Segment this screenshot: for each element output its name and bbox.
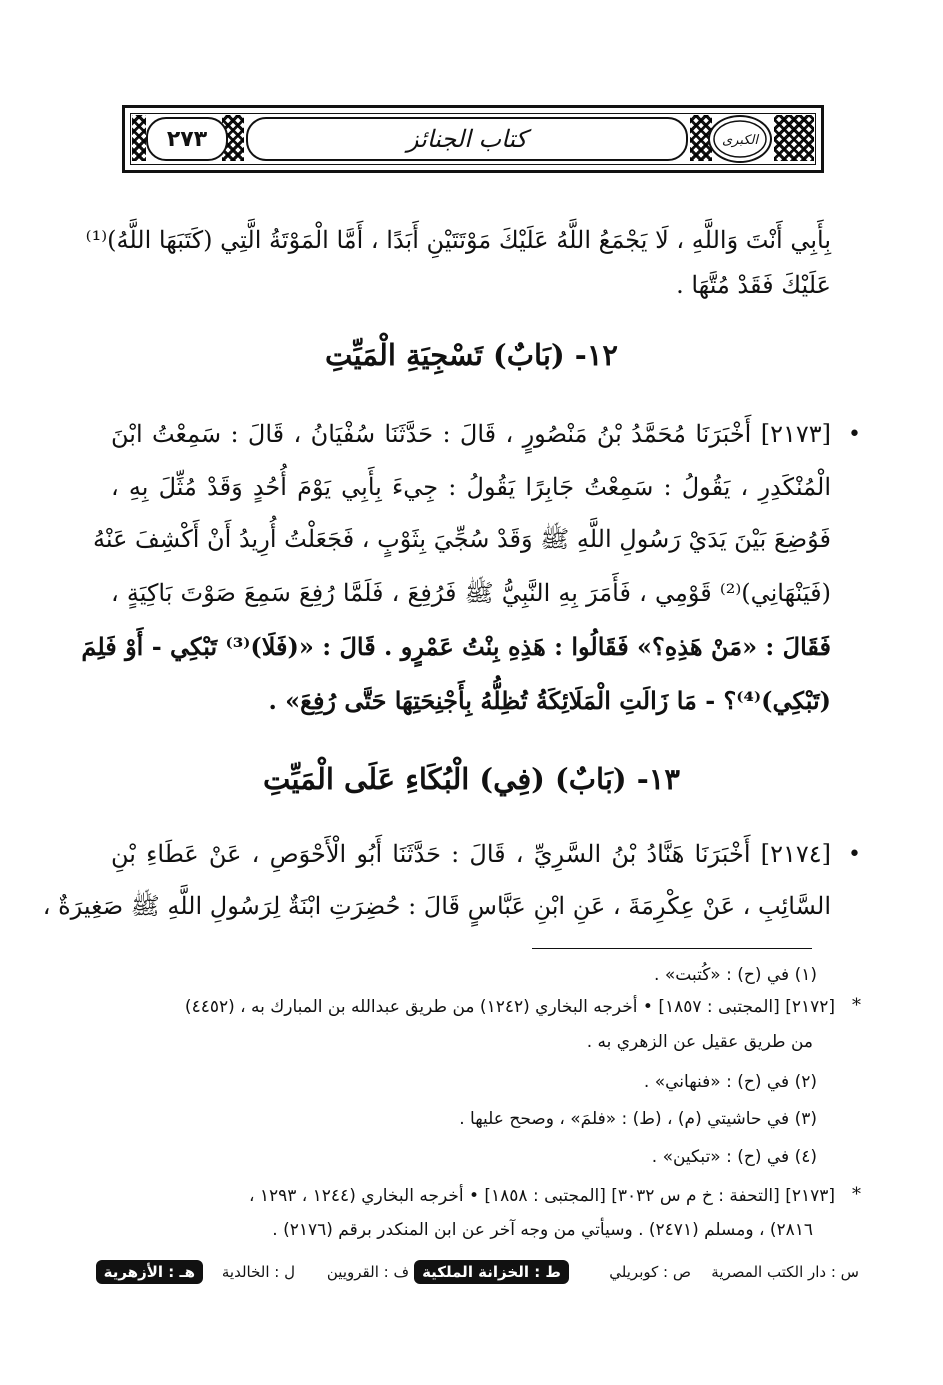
page-number: ٢٧٣ xyxy=(146,117,228,161)
star-icon: * xyxy=(852,1184,861,1205)
legend-item-highlighted xyxy=(96,1263,203,1281)
book-title: كتاب الجنائز xyxy=(246,117,688,161)
footnote-reference: [٢١٧٣] [التحفة : خ م س ٣٠٣٢] [المجتبى : ١٨٥٨] • أخرجه البخاري (١٢٤٤ ، ١٢٩٣ ، xyxy=(248,1186,835,1206)
page-header xyxy=(122,105,824,173)
ornament-icon xyxy=(132,115,146,161)
footnote: (١) في (ح) : «كُتبت» . xyxy=(654,965,817,985)
text-line: عَلَيْكَ فَقَدْ مُتَّهَا . xyxy=(676,271,831,299)
publisher-seal-icon xyxy=(708,115,772,163)
footnote-divider xyxy=(532,948,812,949)
legend-item: ف : القرويين xyxy=(326,1263,409,1281)
text-line: [٢١٧٣] أَخْبَرَنَا مُحَمَّدُ بْنُ مَنْصُورٍ ، قَالَ : حَدَّثَنَا سُفْيَانُ ، قَالَ : سَمِعْتُ ابْنَ xyxy=(111,420,831,448)
text-line: بِأَبِي أَنْتَ وَاللَّهِ ، لَا يَجْمَعُ اللَّهُ عَلَيْكَ مَوْتَتَيْنِ أَبَدًا ، أَمَّا الْمَوْتَةُ الَّتِي (كَتَبَهَا اللَّهُ)⁽¹⁾ xyxy=(85,226,831,254)
text-line: [٢١٧٤] أَخْبَرَنَا هَنَّادُ بْنُ السَّرِيِّ ، قَالَ : حَدَّثَنَا أَبُو الْأَحْوَصِ ، عَنْ عَطَاءِ بْنِ xyxy=(111,840,831,868)
text-line: (فَيَنْهَانِي)⁽²⁾ قَوْمِي ، فَأَمَرَ بِهِ النَّبِيُّ ﷺ فَرُفِعَ ، فَلَمَّا رُفِعَ سَمِعَ صَوْتَ بَاكِيَةٍ ، xyxy=(111,579,831,607)
bullet-icon: • xyxy=(848,842,861,867)
text-line: (تَبْكِي)⁽⁴⁾؟ - مَا زَالَتِ الْمَلَائِكَةُ تُظِلُّهُ بِأَجْنِحَتِهَا حَتَّى رُفِعَ» . xyxy=(268,686,831,715)
legend-tag: ط : الخزانة الملكية xyxy=(414,1260,569,1284)
legend-item-highlighted xyxy=(414,1263,569,1281)
legend-item: ل : الخالدية xyxy=(221,1263,295,1281)
star-icon: * xyxy=(852,995,861,1016)
footnote: (٢) في (ح) : «فنهاني» . xyxy=(643,1072,817,1092)
text-line: فَقَالَ : «مَنْ هَذِهِ؟» فَقَالُوا : هَذِهِ بِنْتُ عَمْرٍو . قَالَ : «(فَلَا)⁽³⁾ تَبْكِي - أَوْ فَلِمَ xyxy=(81,632,831,661)
legend-item: س : دار الكتب المصرية xyxy=(711,1263,859,1281)
footnote-reference: ٢٨١٦) ، ومسلم (٢٤٧١) . وسيأتي من وجه آخر عن ابن المنكدر برقم (٢١٧٦) . xyxy=(272,1220,813,1240)
section-heading: ١٣- (بَابٌ) (فِي) الْبُكَاءِ عَلَى الْمَيِّتِ xyxy=(263,762,680,796)
legend-item: ص : كوبريلي xyxy=(609,1263,691,1281)
legend-tag: هـ : الأزهرية xyxy=(96,1260,203,1284)
ornament-icon xyxy=(774,115,814,161)
text-line: السَّائِبِ ، عَنْ عِكْرِمَةَ ، عَنِ ابْنِ عَبَّاسٍ قَالَ : حُضِرَتِ ابْنَةٌ لِرَسُولِ اللَّهِ ﷺ صَغِيرَةٌ ، xyxy=(42,892,831,920)
svg-text:الكبرى: الكبرى xyxy=(721,133,759,148)
text-line: فَوُضِعَ بَيْنَ يَدَيْ رَسُولِ اللَّهِ ﷺ وَقَدْ سُجِّيَ بِثَوْبٍ ، فَجَعَلْتُ أُرِيدُ أَنْ أَكْشِفَ عَنْهُ xyxy=(93,525,831,553)
footnote: (٣) في حاشيتي (م) ، (ط) : «فلمَ» ، وصحح عليها . xyxy=(459,1109,817,1129)
bullet-icon: • xyxy=(848,422,861,447)
section-heading: ١٢- (بَابٌ) تَسْجِيَةِ الْمَيِّتِ xyxy=(325,338,618,372)
text-line: الْمُنْكَدِرِ ، يَقُولُ : سَمِعْتُ جَابِرًا يَقُولُ : جِيءَ بِأَبِي يَوْمَ أُحُدٍ وَقَدْ مُثِّلَ بِهِ ، xyxy=(111,473,831,501)
footnote-reference: من طريق عقيل عن الزهري به . xyxy=(586,1032,813,1052)
footnote: (٤) في (ح) : «تبكين» . xyxy=(651,1147,817,1167)
footnote-reference: [٢١٧٢] [المجتبى : ١٨٥٧] • أخرجه البخاري (١٢٤٢) من طريق عبدالله بن المبارك به ، (٤٤٥٢) xyxy=(184,997,835,1017)
